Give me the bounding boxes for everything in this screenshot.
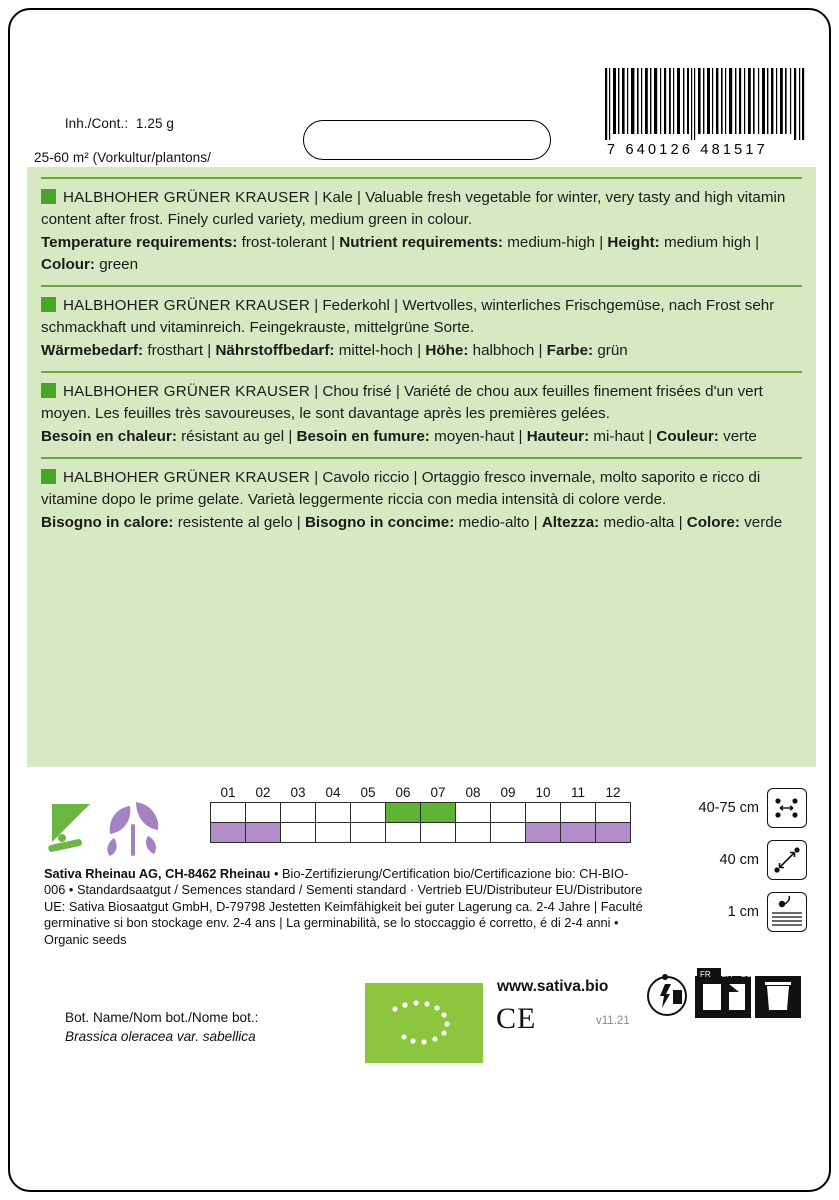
recycling-box-icon — [695, 976, 751, 1018]
calendar-cell — [561, 823, 596, 843]
calendar-month-row — [211, 782, 631, 803]
packet-footer — [10, 770, 829, 1190]
company-name: Sativa Rheinau AG, CH-8462 Rheinau — [44, 866, 271, 881]
attr-label: Altezza: — [541, 514, 600, 531]
attr-label: Besoin en fumure: — [296, 428, 430, 445]
variety-name: HALBHOHER GRÜNER KRAUSER — [63, 297, 310, 314]
attributes-en: Temperature requirements: frost-tolerant | Nutrient requirements: medium-high | Height: medium high | Colour: green — [41, 234, 760, 273]
attr-value: mi-haut — [593, 428, 645, 445]
month-label: 05 — [360, 784, 376, 800]
month-label: 06 — [395, 784, 411, 800]
attr-value: grün — [597, 342, 628, 359]
month-label: 02 — [255, 784, 271, 800]
description-de: HALBHOHER GRÜNER KRAUSER | Federkohl | Wertvolles, winterliches Frischgemüse, nach Frost sehr schmackhaft und vitaminreich. Feingekrauste, mittelgrüne Sorte. — [41, 297, 775, 336]
attr-label: Hauteur: — [526, 428, 590, 445]
calendar-cell — [491, 803, 526, 823]
calendar-cell — [456, 823, 491, 843]
plant-leaf-icon — [107, 802, 158, 856]
calendar-cell — [526, 803, 561, 823]
calendar-cell — [596, 803, 631, 823]
botanical-name-label: Bot. Name/Nom bot./Nome bot.: — [65, 1010, 259, 1025]
attr-label: Farbe: — [546, 342, 594, 359]
attr-value: frosthart — [147, 342, 204, 359]
seed-packet — [8, 8, 831, 1192]
area-line-1: 25-60 m² (Vorkultur/plantons/ — [34, 150, 211, 165]
divider — [41, 371, 802, 373]
botanical-name-latin: Brassica oleracea var. sabellica — [65, 1029, 256, 1044]
description-panel — [27, 167, 816, 767]
calendar-cell — [456, 803, 491, 823]
disposal-icons — [647, 966, 807, 1026]
attributes-de: Wärmebedarf: frosthart | Nährstoffbedarf: mittel-hoch | Höhe: halbhoch | Farbe: grün — [41, 342, 628, 359]
language-block-fr — [27, 371, 816, 457]
measurements — [657, 786, 807, 942]
botanical-name-block — [65, 1008, 258, 1046]
description-text: Variété de chou aux feuilles finement frisées d'un vert moyen. Les feuilles très savoureuses, le sont davantage après les premières gelées. — [41, 383, 763, 422]
calendar-sow-row — [211, 803, 631, 823]
measure-row-spacing — [657, 786, 807, 830]
attr-label: Colour: — [41, 256, 95, 273]
attr-label: Couleur: — [656, 428, 719, 445]
attr-label: Höhe: — [425, 342, 469, 359]
website-url[interactable]: www.sativa.bio — [497, 978, 609, 995]
measure-plant-spacing — [657, 838, 807, 882]
calendar-table — [210, 782, 631, 843]
contents-label: Inh./Cont.: — [64, 116, 129, 131]
disposal-glyphs — [647, 966, 807, 1028]
calendar-harvest-row — [211, 823, 631, 843]
attr-value: green — [99, 256, 139, 273]
calendar-cell — [281, 803, 316, 823]
green-square-icon — [41, 383, 56, 398]
plant-spacing-glyph — [768, 841, 806, 879]
barcode-block — [605, 68, 805, 158]
attr-value: résistant au gel — [181, 428, 285, 445]
calendar-cell — [211, 823, 246, 843]
attr-label: Wärmebedarf: — [41, 342, 144, 359]
month-label: 07 — [430, 784, 446, 800]
variety-name: HALBHOHER GRÜNER KRAUSER — [63, 189, 310, 206]
month-label: 03 — [290, 784, 306, 800]
description-text: Valuable fresh vegetable for winter, very tasty and high vitamin content after frost. Finely curled variety, medium green in colour. — [41, 189, 786, 228]
crop-name: Federkohl — [322, 297, 390, 314]
variety-name: HALBHOHER GRÜNER KRAUSER — [63, 383, 310, 400]
green-square-icon — [41, 469, 56, 484]
description-en: HALBHOHER GRÜNER KRAUSER | Kale | Valuable fresh vegetable for winter, very tasty and high vitamin content after frost. Finely curled variety, medium green in colour. — [41, 189, 786, 228]
attr-value: medio-alto — [458, 514, 530, 531]
crop-name: Chou frisé — [322, 383, 392, 400]
measure-label: 40-75 cm — [698, 800, 759, 816]
calendar-cell — [316, 803, 351, 823]
attr-label: Bisogno in calore: — [41, 514, 174, 531]
calendar-cell — [386, 803, 421, 823]
attr-value: medium high — [663, 234, 751, 251]
measure-label: 40 cm — [719, 852, 759, 868]
month-label: 04 — [325, 784, 341, 800]
attributes-it: Bisogno in calore: resistente al gelo | Bisogno in concime: medio-alto | Altezza: medio-alta | Colore: verde — [41, 514, 783, 531]
variety-name: HALBHOHER GRÜNER KRAUSER — [63, 469, 310, 486]
plant-spacing-icon — [767, 840, 807, 880]
attr-label: Nährstoffbedarf: — [215, 342, 335, 359]
attr-value: halbhoch — [472, 342, 535, 359]
sowing-depth-icon — [767, 892, 807, 932]
calendar-cell — [561, 803, 596, 823]
litter-bin-icon — [648, 974, 686, 1015]
calendar-cell — [281, 823, 316, 843]
contents-line — [34, 98, 211, 149]
calendar-cell — [351, 803, 386, 823]
green-square-icon — [41, 189, 56, 204]
calendar-cell — [211, 803, 246, 823]
eu-organic-logo-icon — [365, 983, 483, 1063]
hang-hole — [303, 120, 551, 160]
attr-value: verde — [744, 514, 783, 531]
language-block-de — [27, 285, 816, 371]
calendar-cell — [386, 823, 421, 843]
divider — [41, 285, 802, 287]
attr-value: medium-high — [507, 234, 596, 251]
attr-value: verte — [723, 428, 757, 445]
sowing-depth-glyph — [768, 893, 806, 931]
packet-header — [10, 10, 829, 165]
green-square-icon — [41, 297, 56, 312]
measure-label: 1 cm — [727, 904, 759, 920]
calendar-cell — [526, 823, 561, 843]
measure-sowing-depth — [657, 890, 807, 934]
month-label: 10 — [535, 784, 551, 800]
attributes-fr: Besoin en chaleur: résistant au gel | Besoin en fumure: moyen-haut | Hauteur: mi-haut | Couleur: verte — [41, 428, 757, 445]
month-label: 11 — [570, 784, 585, 800]
description-fr: HALBHOHER GRÜNER KRAUSER | Chou frisé | Variété de chou aux feuilles finement frisées d'un vert moyen. Les feuilles très savoureuses, le sont davantage après les premières gelées. — [41, 383, 763, 422]
divider — [41, 177, 802, 179]
attr-label: Bisogno in concime: — [304, 514, 455, 531]
calendar-cell — [316, 823, 351, 843]
calendar-cell — [246, 803, 281, 823]
language-block-en — [27, 177, 816, 285]
calendar-cell — [246, 823, 281, 843]
waste-bin-icon — [755, 976, 801, 1018]
row-spacing-icon — [767, 788, 807, 828]
sowing-calendar — [210, 782, 631, 843]
month-label: 12 — [605, 784, 621, 800]
language-block-it — [27, 457, 816, 543]
month-label: 09 — [500, 784, 516, 800]
sowing-and-plant-icon — [44, 798, 184, 860]
calendar-cell — [596, 823, 631, 843]
crop-name: Kale — [322, 189, 353, 206]
attr-label: Nutrient requirements: — [339, 234, 503, 251]
flag-fr-label: FR — [700, 970, 711, 979]
attr-value: medio-alta — [603, 514, 675, 531]
attr-value: frost-tolerant — [241, 234, 327, 251]
attr-label: Besoin en chaleur: — [41, 428, 177, 445]
contents-value: 1.25 g — [135, 116, 175, 131]
company-info — [44, 866, 644, 948]
calendar-cell — [421, 803, 456, 823]
divider — [41, 457, 802, 459]
attr-value: resistente al gelo — [177, 514, 293, 531]
calendar-cell — [421, 823, 456, 843]
eu-leaf-stars-glyph — [365, 983, 483, 1063]
attr-label: Height: — [607, 234, 660, 251]
company-text: • Bio-Zertifizierung/Certification bio/Certificazione bio: CH-BIO-006 • Standardsaatgut / Semences standard / Sementi standard · Vertrieb EU/Distributeur EU/Distributore UE: Sativa Biosaatgut GmbH, D-79798 Jestetten Keimfähigkeit bei guter Lagerung ca. 2-4 Jahre | Faculté germinative si bon stockage env. 2-4 ans | La germinabilità, se lo stoccaggio é corretto, é di 2-4 anni • Organic seeds — [44, 866, 643, 947]
month-label: 01 — [220, 784, 236, 800]
barcode-number: 7 640126 481517 — [607, 142, 768, 158]
barcode-icon — [605, 68, 805, 140]
ce-mark-icon: CE — [496, 1002, 537, 1035]
calendar-cell — [351, 823, 386, 843]
flag-ch-label: CH — [721, 970, 733, 979]
version-label: v11.21 — [596, 1015, 630, 1027]
row-spacing-glyph — [768, 789, 806, 827]
description-text: Ortaggio fresco invernale, molto saporito e ricco di vitamine dopo le prime gelate. Varietà leggermente riccia con media intensità di colore verde. — [41, 469, 761, 508]
attr-value: moyen-haut — [434, 428, 515, 445]
attr-value: mittel-hoch — [338, 342, 413, 359]
culture-icons — [44, 798, 184, 858]
crop-name: Cavolo riccio — [322, 469, 410, 486]
sow-leaf-icon — [48, 804, 90, 852]
flag-de-label: DE — [741, 970, 753, 979]
description-it: HALBHOHER GRÜNER KRAUSER | Cavolo riccio | Ortaggio fresco invernale, molto saporito e ricco di vitamine dopo le prime gelate. Varietà leggermente riccia con media intensità di colore verde. — [41, 469, 761, 508]
attr-label: Temperature requirements: — [41, 234, 238, 251]
calendar-cell — [491, 823, 526, 843]
month-label: 08 — [465, 784, 481, 800]
description-text: Wertvolles, winterliches Frischgemüse, nach Frost sehr schmackhaft und vitaminreich. Feingekrauste, mittelgrüne Sorte. — [41, 297, 775, 336]
attr-label: Colore: — [686, 514, 740, 531]
